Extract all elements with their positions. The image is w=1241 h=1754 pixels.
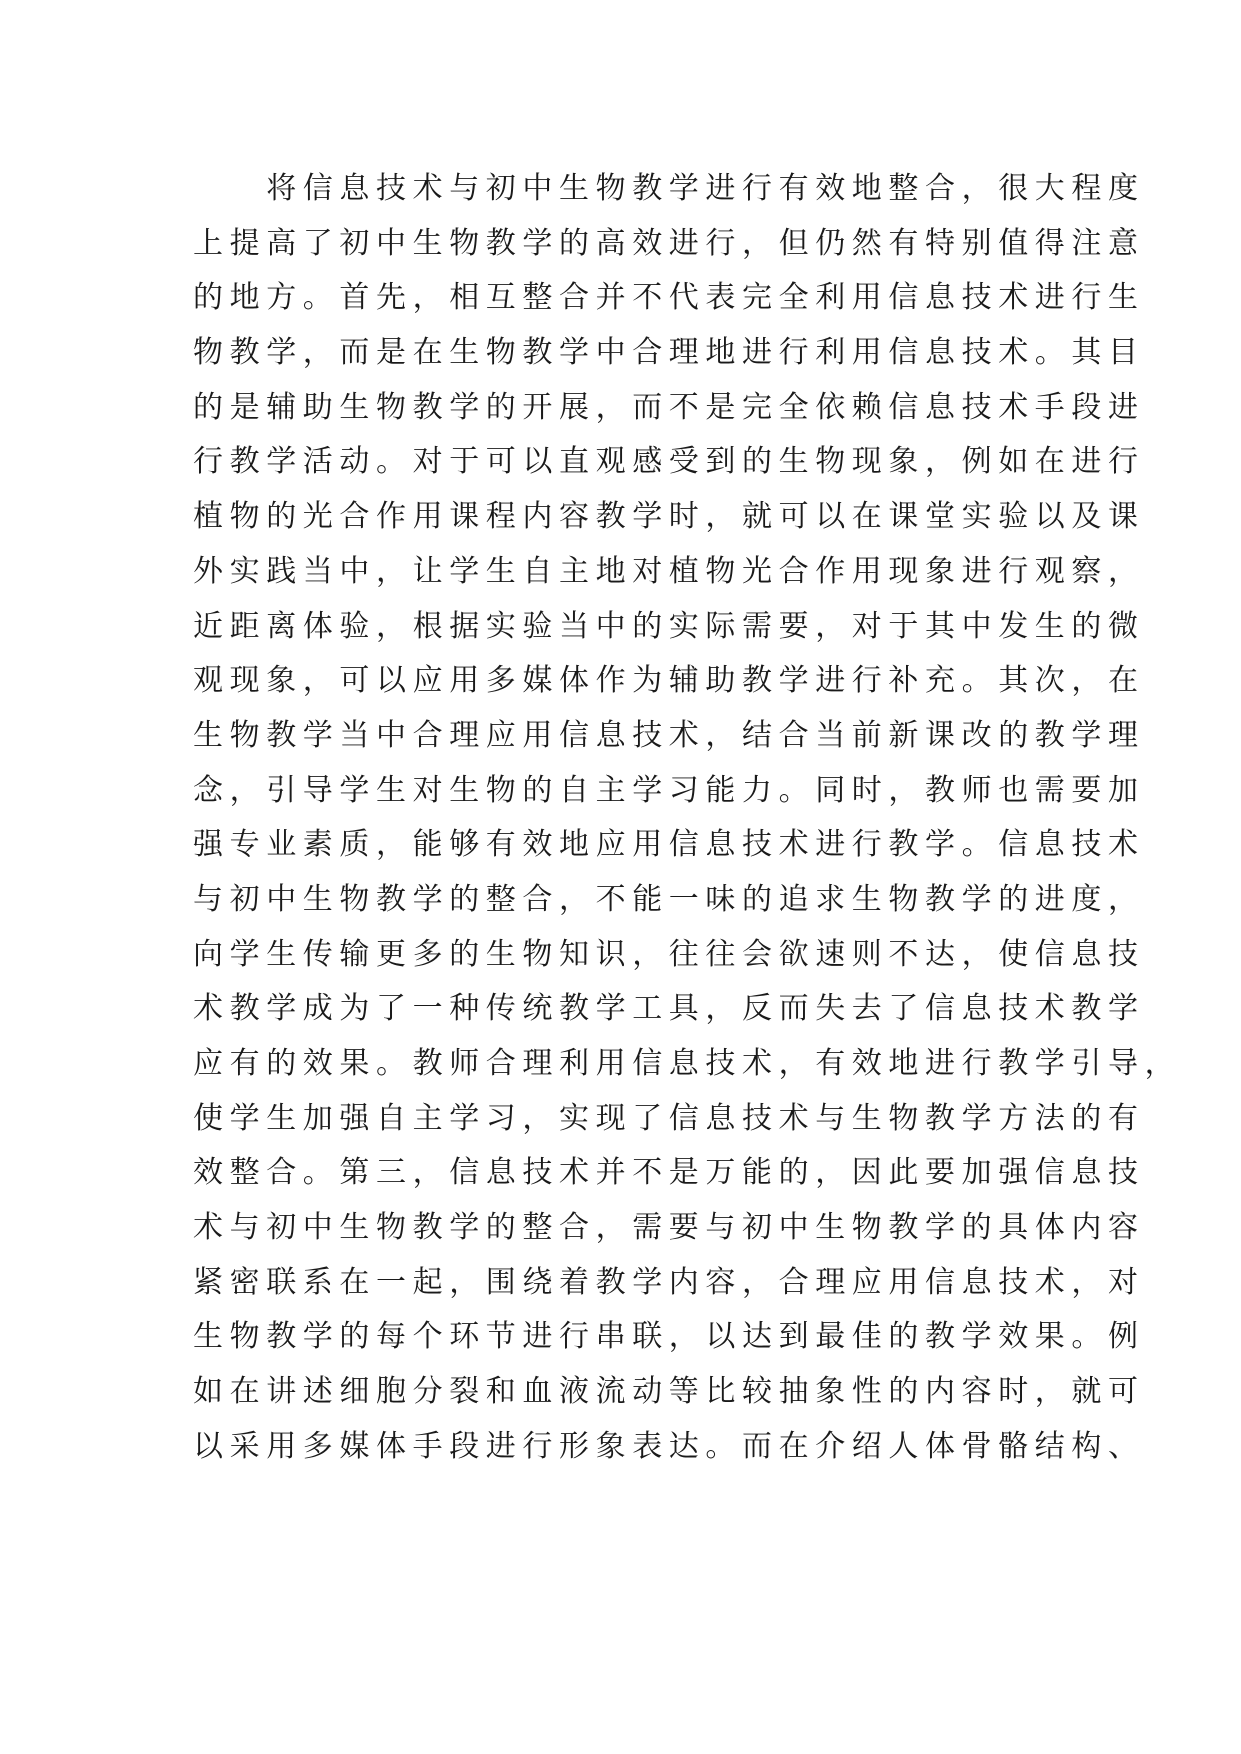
text-line: 向学生传输更多的生物知识，往往会欲速则不达，使信息技 <box>193 936 1145 972</box>
text-line: 使学生加强自主学习，实现了信息技术与生物教学方法的有 <box>193 1100 1145 1136</box>
text-line: 以采用多媒体手段进行形象表达。而在介绍人体骨骼结构、 <box>193 1428 1145 1464</box>
body-paragraph <box>193 162 1182 1475</box>
text-line: 效整合。第三，信息技术并不是万能的，因此要加强信息技 <box>193 1155 1145 1191</box>
text-line: 行教学活动。对于可以直观感受到的生物现象，例如在进行 <box>193 444 1145 480</box>
text-line: 观现象，可以应用多媒体作为辅助教学进行补充。其次，在 <box>193 663 1145 699</box>
text-line: 近距离体验，根据实验当中的实际需要，对于其中发生的微 <box>193 608 1145 644</box>
text-line: 应有的效果。教师合理利用信息技术，有效地进行教学引导， <box>193 1046 1182 1081</box>
text-line: 物教学，而是在生物教学中合理地进行利用信息技术。其目 <box>193 335 1145 371</box>
text-line: 上提高了初中生物教学的高效进行，但仍然有特别值得注意 <box>193 225 1145 261</box>
text-line: 强专业素质，能够有效地应用信息技术进行教学。信息技术 <box>193 827 1145 863</box>
text-line: 紧密联系在一起，围绕着教学内容，合理应用信息技术，对 <box>193 1264 1145 1300</box>
text-line: 如在讲述细胞分裂和血液流动等比较抽象性的内容时，就可 <box>193 1374 1145 1410</box>
text-line: 的是辅助生物教学的开展，而不是完全依赖信息技术手段进 <box>193 389 1145 425</box>
text-line: 的地方。首先，相互整合并不代表完全利用信息技术进行生 <box>193 280 1145 316</box>
text-line: 念，引导学生对生物的自主学习能力。同时，教师也需要加 <box>193 772 1145 808</box>
text-line: 外实践当中，让学生自主地对植物光合作用现象进行观察， <box>193 553 1145 589</box>
text-line: 生物教学的每个环节进行串联，以达到最佳的教学效果。例 <box>193 1319 1145 1355</box>
text-line: 术与初中生物教学的整合，需要与初中生物教学的具体内容 <box>193 1210 1145 1246</box>
text-line: 术教学成为了一种传统教学工具，反而失去了信息技术教学 <box>193 991 1145 1027</box>
text-line: 生物教学当中合理应用信息技术，结合当前新课改的教学理 <box>193 717 1145 753</box>
text-line: 植物的光合作用课程内容教学时，就可以在课堂实验以及课 <box>193 499 1145 535</box>
text-line: 将信息技术与初中生物教学进行有效地整合，很大程度 <box>193 171 1145 206</box>
text-line: 与初中生物教学的整合，不能一味的追求生物教学的进度， <box>193 881 1145 917</box>
